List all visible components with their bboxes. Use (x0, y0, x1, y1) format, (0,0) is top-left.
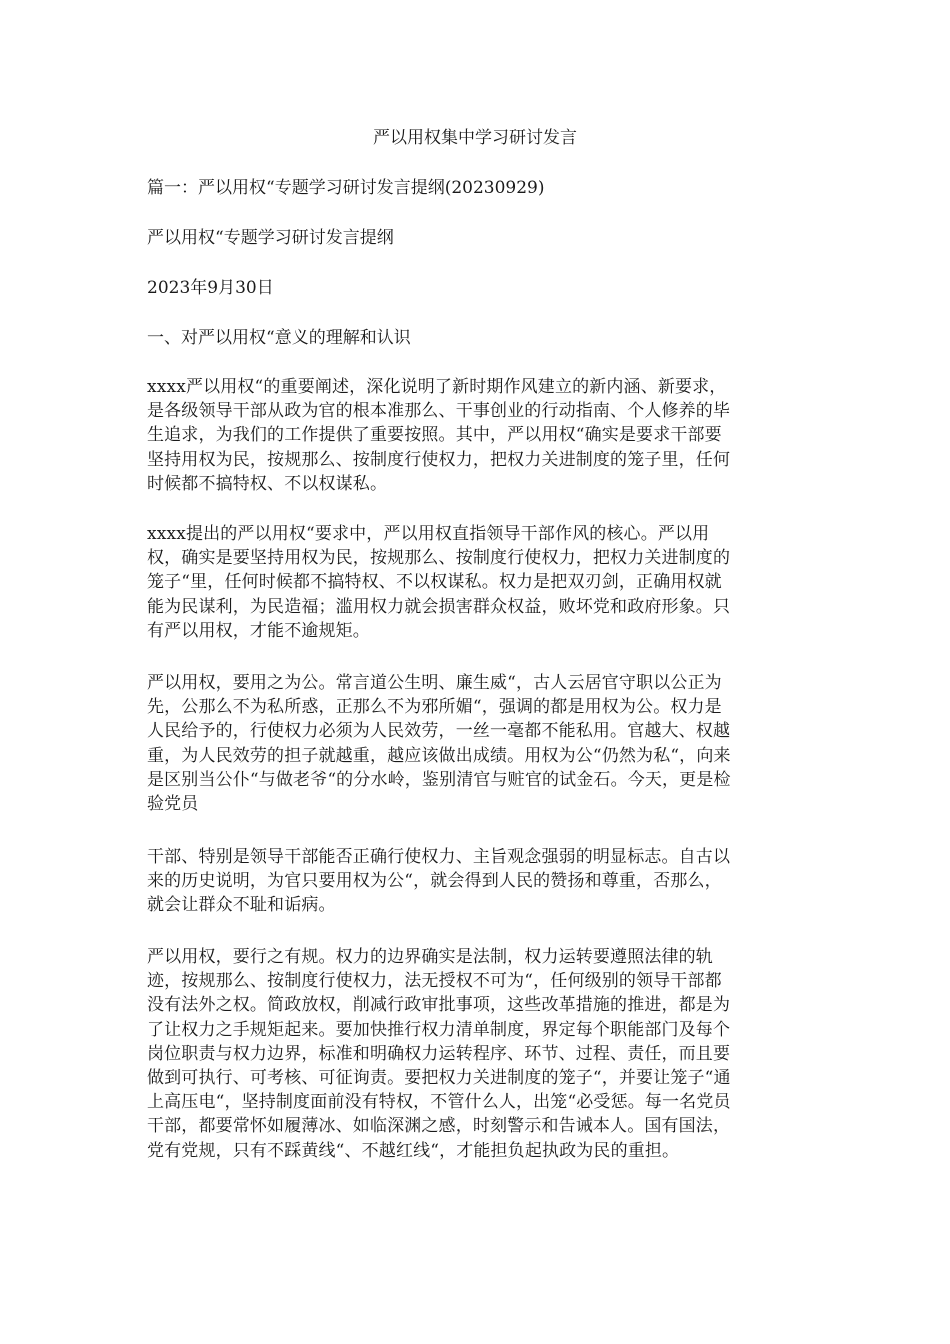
paragraph-line: 能为民谋利，为民造福；滥用权力就会损害群众权益，败坏党和政府形象。只 (147, 596, 731, 617)
document-title: 严以用权集中学习研讨发言 (373, 128, 577, 148)
document-date: 2023年9月30日 (147, 278, 274, 298)
paragraph-line: xxxx提出的严以用权“要求中，严以用权直指领导干部作风的核心。严以用 (147, 524, 710, 544)
paragraph-line: 验党员 (147, 794, 199, 815)
paragraph-line: 笼子“里，任何时候都不搞特权、不以权谋私。权力是把双刃剑，正确用权就 (147, 572, 722, 593)
paragraph-line: 先，公那么不为私所惑，正那么不为邪所媚“，强调的都是用权为公。权力是 (147, 697, 722, 718)
paragraph-line: xxxx严以用权“的重要阐述，深化说明了新时期作风建立的新内涵、新要求， (147, 377, 727, 397)
paragraph-line: 干部，都要常怀如履薄冰、如临深渊之感，时刻警示和告诫本人。国有国法， (147, 1116, 731, 1137)
body-paragraph-3 (147, 671, 807, 816)
body-paragraph-5 (147, 945, 807, 1163)
paragraph-line: 是区别当公仆“与做老爷“的分水岭，鉴别清官与赃官的试金石。今天，更是检 (147, 769, 731, 790)
body-paragraph-2 (147, 522, 807, 643)
paragraph-line: 上高压电“，坚持制度面前没有特权，不管什么人，出笼“必受惩。每一名党员 (147, 1092, 731, 1113)
paragraph-line: 做到可执行、可考核、可征询责。要把权力关进制度的笼子“，并要让笼子“通 (147, 1068, 731, 1089)
paragraph-line: 人民给予的，行使权力必须为人民效劳，一丝一毫都不能私用。官越大、权越 (147, 721, 731, 742)
paragraph-line: 严以用权，要行之有规。权力的边界确实是法制，权力运转要遵照法律的轨 (147, 947, 713, 967)
paragraph-line: 有严以用权，才能不逾规矩。 (147, 620, 370, 641)
paragraph-line: 岗位职责与权力边界，标准和明确权力运转程序、环节、过程、责任，而且要 (147, 1043, 731, 1064)
paragraph-line: 重，为人民效劳的担子就越重，越应该做出成绩。用权为公“仍然为私“，向来 (147, 745, 731, 766)
subtitle-outline-dated: 篇一：严以用权“专题学习研讨发言提纲(20230929) (147, 178, 545, 198)
paragraph-line: 干部、特别是领导干部能否正确行使权力、主旨观念强弱的明显标志。自古以 (147, 847, 731, 867)
paragraph-line: 来的历史说明，为官只要用权为公“，就会得到人民的赞扬和尊重，否那么， (147, 871, 722, 892)
paragraph-line: 了让权力之手规矩起来。要加快推行权力清单制度，界定每个职能部门及每个 (147, 1019, 731, 1040)
paragraph-line: 是各级领导干部从政为官的根本准那么、干事创业的行动指南、个人修养的毕 (147, 401, 731, 422)
paragraph-line: 党有党规，只有不踩黄线“、不越红线“，才能担负起执政为民的重担。 (147, 1140, 680, 1161)
paragraph-line: 就会让群众不耻和诟病。 (147, 895, 336, 916)
paragraph-line: 权，确实是要坚持用权为民，按规那么、按制度行使权力，把权力关进制度的 (147, 548, 731, 569)
section-heading: 一、对严以用权“意义的理解和认识 (147, 328, 411, 348)
body-paragraph-1 (147, 375, 807, 496)
subtitle-outline: 严以用权“专题学习研讨发言提纲 (147, 228, 394, 248)
body-paragraph-4 (147, 845, 807, 918)
paragraph-line: 迹，按规那么、按制度行使权力，法无授权不可为“，任何级别的领导干部都 (147, 971, 722, 992)
paragraph-line: 没有法外之权。简政放权，削减行政审批事项，这些改革措施的推进，都是为 (147, 995, 731, 1016)
paragraph-line: 坚持用权为民，按规那么、按制度行使权力，把权力关进制度的笼子里，任何 (147, 449, 731, 470)
paragraph-line: 生追求，为我们的工作提供了重要按照。其中，严以用权“确实是要求干部要 (147, 425, 722, 446)
paragraph-line: 严以用权，要用之为公。常言道公生明、廉生威“，古人云居官守职以公正为 (147, 673, 722, 693)
paragraph-line: 时候都不搞特权、不以权谋私。 (147, 473, 388, 494)
